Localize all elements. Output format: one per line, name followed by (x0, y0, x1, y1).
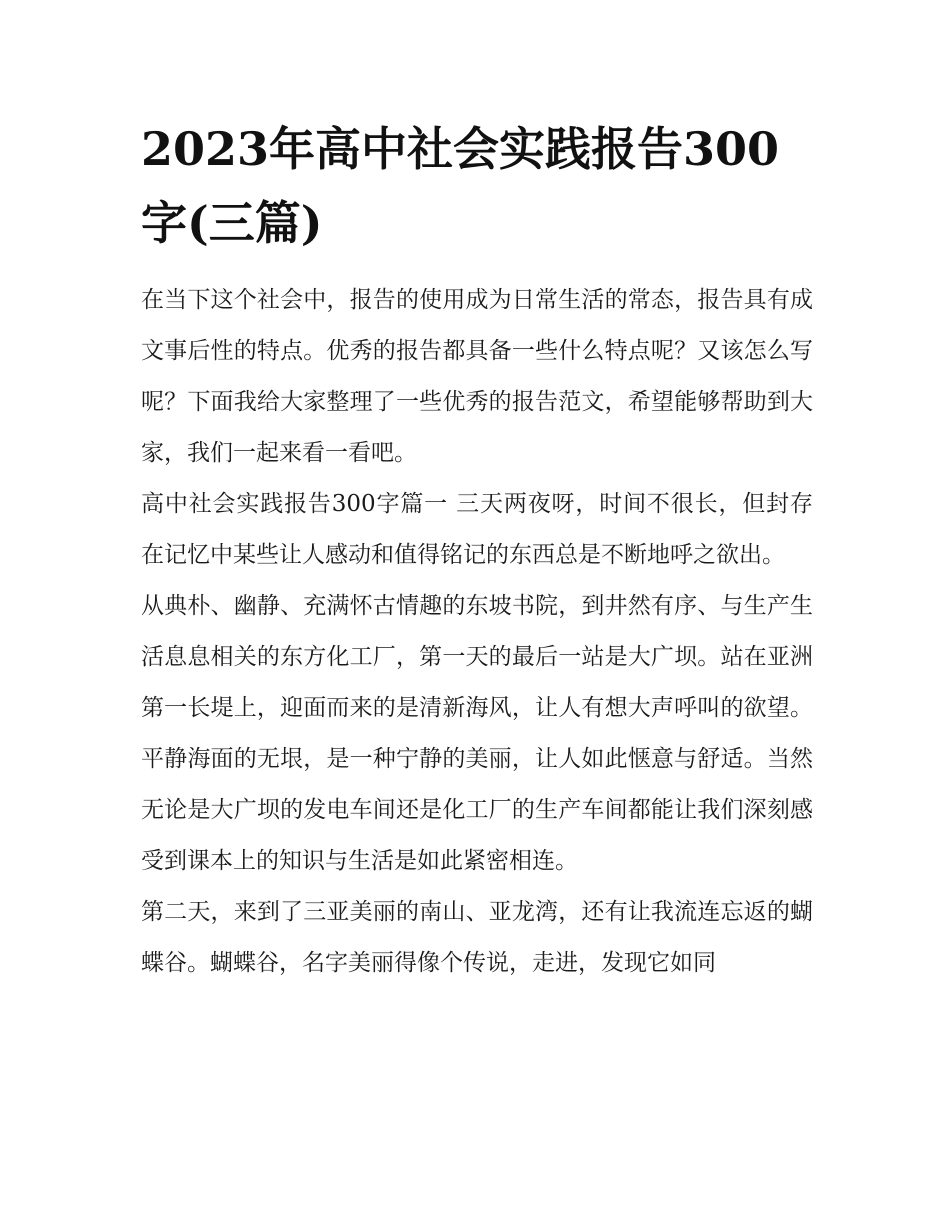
paragraph-day-one: 从典朴、幽静、充满怀古情趣的东坡书院，到井然有序、与生产生活息息相关的东方化工厂，第一天的最后一站是大广坝。站在亚洲第一长堤上，迎面而来的是清新海风，让人有想大声呼叫的欲望。平静海面的无垠，是一种宁静的美丽，让人如此惬意与舒适。当然无论是大广坝的发电车间还是化工厂的生产车间都能让我们深刻感受到课本上的知识与生活是如此紧密相连。 (141, 593, 813, 874)
paragraph-day-two: 第二天，来到了三亚美丽的南山、亚龙湾，还有让我流连忘返的蝴蝶谷。蝴蝶谷，名字美丽得像个传说，走进，发现它如同 (141, 899, 813, 976)
paragraph-intro: 在当下这个社会中，报告的使用成为日常生活的常态，报告具有成文事后性的特点。优秀的报告都具备一些什么特点呢？又该怎么写呢？下面我给大家整理了一些优秀的报告范文，希望能够帮助到大家，我们一起来看一看吧。 (141, 287, 813, 466)
paragraph-part-one: 高中社会实践报告300字篇一 三天两夜呀，时间不很长，但封存在记忆中某些让人感动和值得铭记的东西总是不断地呼之欲出。 (141, 491, 813, 568)
document-title: 2023年高中社会实践报告300字(三篇) (141, 122, 780, 250)
document-body (141, 275, 813, 989)
document-content (141, 112, 813, 989)
